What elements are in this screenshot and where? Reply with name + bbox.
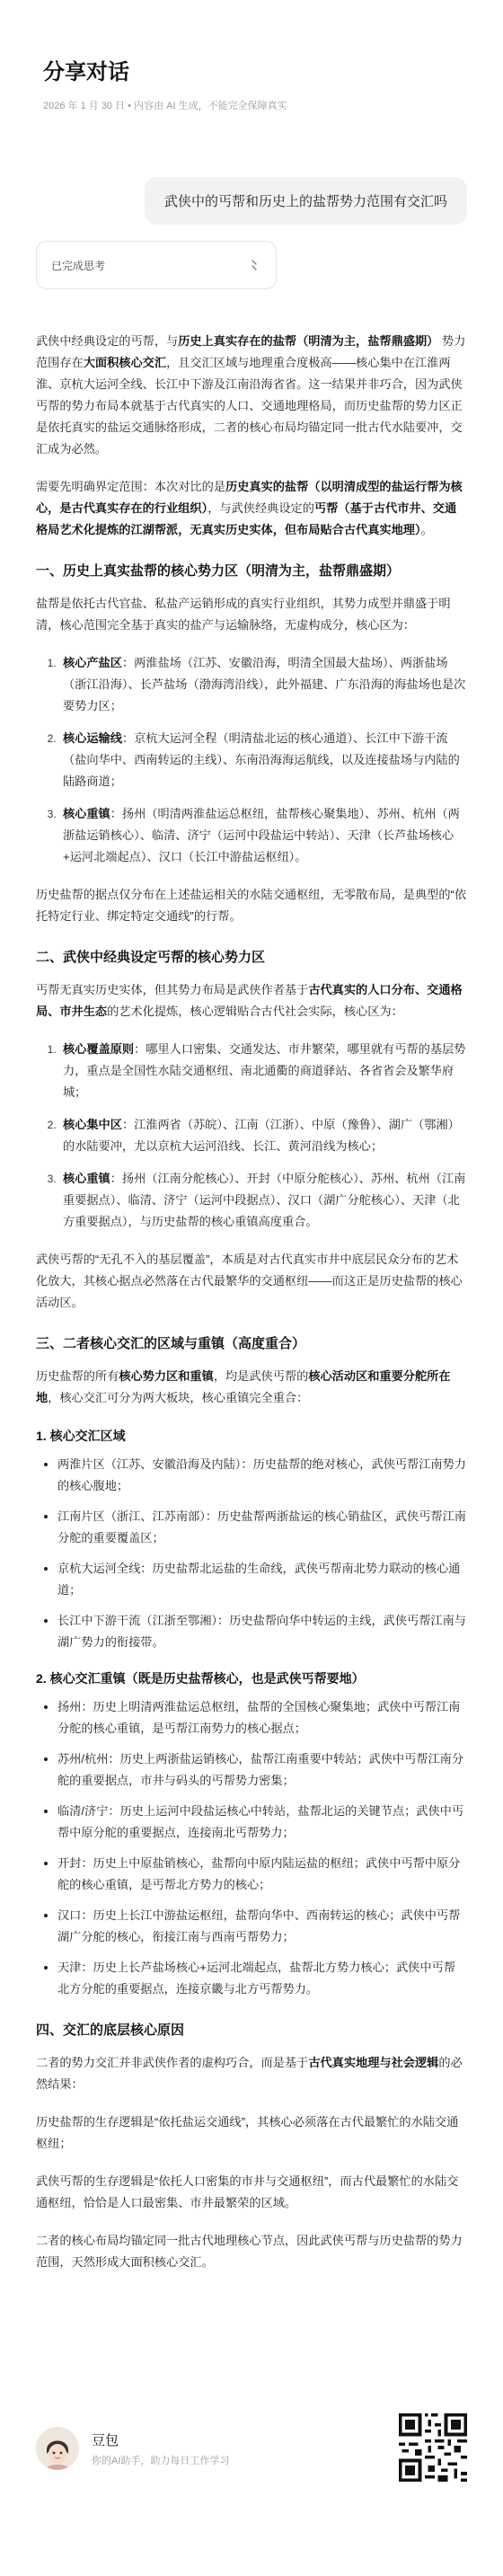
subsection-heading: 2. 核心交汇重镇（既是历史盐帮核心，也是武侠丐帮要地） (36, 1671, 365, 1686)
list-item: • 临清/济宁：历史上运河中段盐运核心中转站，盐帮北运的关键节点；武侠中丐帮中原分舵的重要据点，连接南北丐帮势力； (57, 1801, 467, 1844)
list-item: 3. 核心重镇：扬州（明清两淮盐运总枢纽，盐帮核心聚集地）、苏州、杭州（两浙盐运销核心）、临清、济宁（运河中段盐运中转站）、天津（长芦盐场核心+运河北端起点）、汉口（长江中游盐运枢纽）。 (59, 803, 467, 868)
numbered-list (36, 652, 467, 868)
share-footer (0, 2399, 503, 2498)
list-item: 3. 核心重镇：扬州（江南分舵核心）、开封（中原分舵核心）、苏州、杭州（江南重要据点）、临清、济宁（运河中段据点）、汉口（湖广分舵核心）、天津（北方重要据点），与历史盐帮的核心重镇高度重合。 (59, 1168, 467, 1233)
paragraph: 历史盐帮的生存逻辑是“依托盐运交通线”，其核心必须落在古代最繁忙的水陆交通枢纽； (36, 2115, 459, 2150)
bot-name: 豆包 (92, 2432, 119, 2448)
expand-chevron-icon (249, 259, 261, 271)
premise-paragraph: 需要先明确界定范围：本次对比的是历史真实的盐帮（以明清成型的盐运行帮为核心，是古代真实存在的行业组织），与武侠经典设定的丐帮（基于古代市井、交通格局艺术化提炼的江湖帮派，无真实历史实体，但布局贴合古代真实地理）。 (36, 480, 463, 536)
section-lead: 丐帮无真实历史实体，但其势力布局是武侠作者基于古代真实的人口分布、交通格局、市井生态的艺术化提炼，核心逻辑贴合古代社会实际，核心区为： (36, 983, 463, 1018)
section-heading: 二、武侠中经典设定丐帮的核心势力区 (36, 950, 266, 965)
section-heading: 一、历史上真实盐帮的核心势力区（明清为主，盐帮鼎盛期） (36, 563, 401, 579)
list-item: 2. 核心运输线：京杭大运河全程（明清盐北运的核心通道）、长江中下游干流（盐向华中、西南转运的主线）、东南沿海海运航线，以及连接盐场与内陆的陆路商道； (59, 728, 467, 792)
list-item: • 开封：历史上中原盐销核心，盐帮向中原内陆运盐的枢纽；武侠中丐帮中原分舵的核心重镇，是丐帮北方势力的核心； (57, 1853, 467, 1896)
list-item: • 江南片区（浙江、江苏南部）：历史盐帮两浙盐运的核心销盐区，武侠丐帮江南分舵的重要覆盖区； (57, 1506, 467, 1549)
page-header (0, 0, 503, 112)
list-item: 2. 核心集中区：江淮两省（苏皖）、江南（江浙）、中原（豫鲁）、湖广（鄂湘）的水陆要冲，尤以京杭大运河沿线、长江、黄河沿线为核心； (59, 1114, 467, 1157)
page-meta: 2026 年 1 月 30 日 • 内容由 AI 生成，不能完全保障真实 (43, 101, 287, 111)
bullet-list (36, 1696, 467, 2000)
section-heading: 三、二者核心交汇的区域与重镇（高度重合） (36, 1336, 306, 1351)
thinking-toggle[interactable] (36, 241, 277, 289)
paragraph: 二者的势力交汇并非武侠作者的虚构巧合，而是基于古代真实地理与社会逻辑的必然结果： (36, 2056, 463, 2091)
paragraph: 武侠丐帮的生存逻辑是“依托人口密集的市井与交通枢纽”，而古代最繁忙的水陆交通枢纽，恰恰是人口最密集、市井最繁荣的区域。 (36, 2174, 459, 2209)
user-message-bubble: 武侠中的丐帮和历史上的盐帮势力范围有交汇吗 (145, 177, 467, 225)
list-item: • 两淮片区（江苏、安徽沿海及内陆）：历史盐帮的绝对核心，武侠丐帮江南势力的核心腹地； (57, 1454, 467, 1497)
user-message-row (0, 177, 503, 225)
answer-content (0, 289, 503, 2273)
thinking-label: 已完成思考 (51, 259, 106, 272)
list-item: 1. 核心产盐区：两淮盐场（江苏、安徽沿海，明清全国最大盐场）、两浙盐场（浙江沿海）、长芦盐场（渤海湾沿线），此外福建、广东沿海的海盐场也是次要势力区； (59, 652, 467, 717)
section-heading: 四、交汇的底层核心原因 (36, 2023, 185, 2038)
bot-info (92, 2430, 229, 2467)
list-item: • 苏州/杭州：历史上两浙盐运销核心，盐帮江南重要中转站；武侠中丐帮江南分舵的重要据点，市井与码头的丐帮势力密集； (57, 1748, 467, 1792)
list-item: • 京杭大运河全线：历史盐帮北运盐的生命线，武侠丐帮南北势力联动的核心通道； (57, 1558, 467, 1601)
section-lead: 历史盐帮的所有核心势力区和重镇，均是武侠丐帮的核心活动区和重要分舵所在地，核心交汇可分为两大板块，核心重镇完全重合： (36, 1369, 451, 1404)
bot-avatar-icon (36, 2427, 79, 2470)
list-item: • 汉口：历史上长江中游盐运枢纽，盐帮向华中、西南转运的核心；武侠中丐帮湖广分舵的核心，衔接江南与西南丐帮势力； (57, 1905, 467, 1948)
section-lead: 盐帮是依托古代官盐、私盐产运销形成的真实行业组织，其势力成型并鼎盛于明清，核心范围完全基于真实的盐产与运输脉络，无虚构成分，核心区为： (36, 597, 451, 632)
list-item: • 长江中下游干流（江浙至鄂湘）：历史盐帮向华中转运的主线，武侠丐帮江南与湖广势力的衔接带。 (57, 1610, 467, 1653)
section-outro: 历史盐帮的据点仅分布在上述盐运相关的水陆交通枢纽，无零散布局，是典型的“依托特定行业、绑定特定交通线”的行帮。 (36, 888, 467, 923)
bot-tagline: 你的AI助手，助力每日工作学习 (92, 2455, 230, 2466)
paragraph: 二者的核心布局均锚定同一批古代地理核心节点，因此武侠丐帮与历史盐帮的势力范围，天然形成大面积核心交汇。 (36, 2234, 463, 2269)
page-title: 分享对话 (43, 60, 129, 84)
subsection-heading: 1. 核心交汇区域 (36, 1429, 126, 1443)
list-item: • 扬州：历史上明清两淮盐运总枢纽，盐帮的全国核心聚集地；武侠中丐帮江南分舵的核心重镇，是丐帮江南势力的核心据点； (57, 1696, 467, 1739)
section-outro: 武侠丐帮的“无孔不入的基层覆盖”，本质是对古代真实市井中底层民众分布的艺术化放大，其核心据点必然落在古代最繁华的交通枢纽——而这正是历史盐帮的核心活动区。 (36, 1253, 463, 1309)
bullet-list (36, 1454, 467, 1653)
list-item: 1. 核心覆盖原则：哪里人口密集、交通发达、市井繁荣，哪里就有丐帮的基层势力，重点是全国性水陆交通枢纽、南北通衢的商道驿站、各省省会及繁华府城； (59, 1039, 467, 1103)
bot-avatar (36, 2427, 79, 2470)
qr-code-icon (399, 2413, 467, 2482)
numbered-list (36, 1039, 467, 1233)
list-item: • 天津：历史上长芦盐场核心+运河北端起点，盐帮北方势力核心；武侠中丐帮北方分舵的重要据点，连接京畿与北方丐帮势力。 (57, 1957, 467, 2000)
intro-paragraph: 武侠中经典设定的丐帮，与历史上真实存在的盐帮（明清为主，盐帮鼎盛期） 势力范围存在大面积核心交汇，且交汇区域与地理重合度极高——核心集中在江淮两淮、京杭大运河全线、长江中下游及江南沿海省省。这一结果并非巧合，因为武侠丐帮的势力布局本就基于古代真实的人口、交通地理格局，而历史盐帮的势力区正是依托真实的盐运交通脉络形成，二者的核心布局均锚定同一批古代水陆要冲，交汇成为必然。 (36, 334, 466, 456)
